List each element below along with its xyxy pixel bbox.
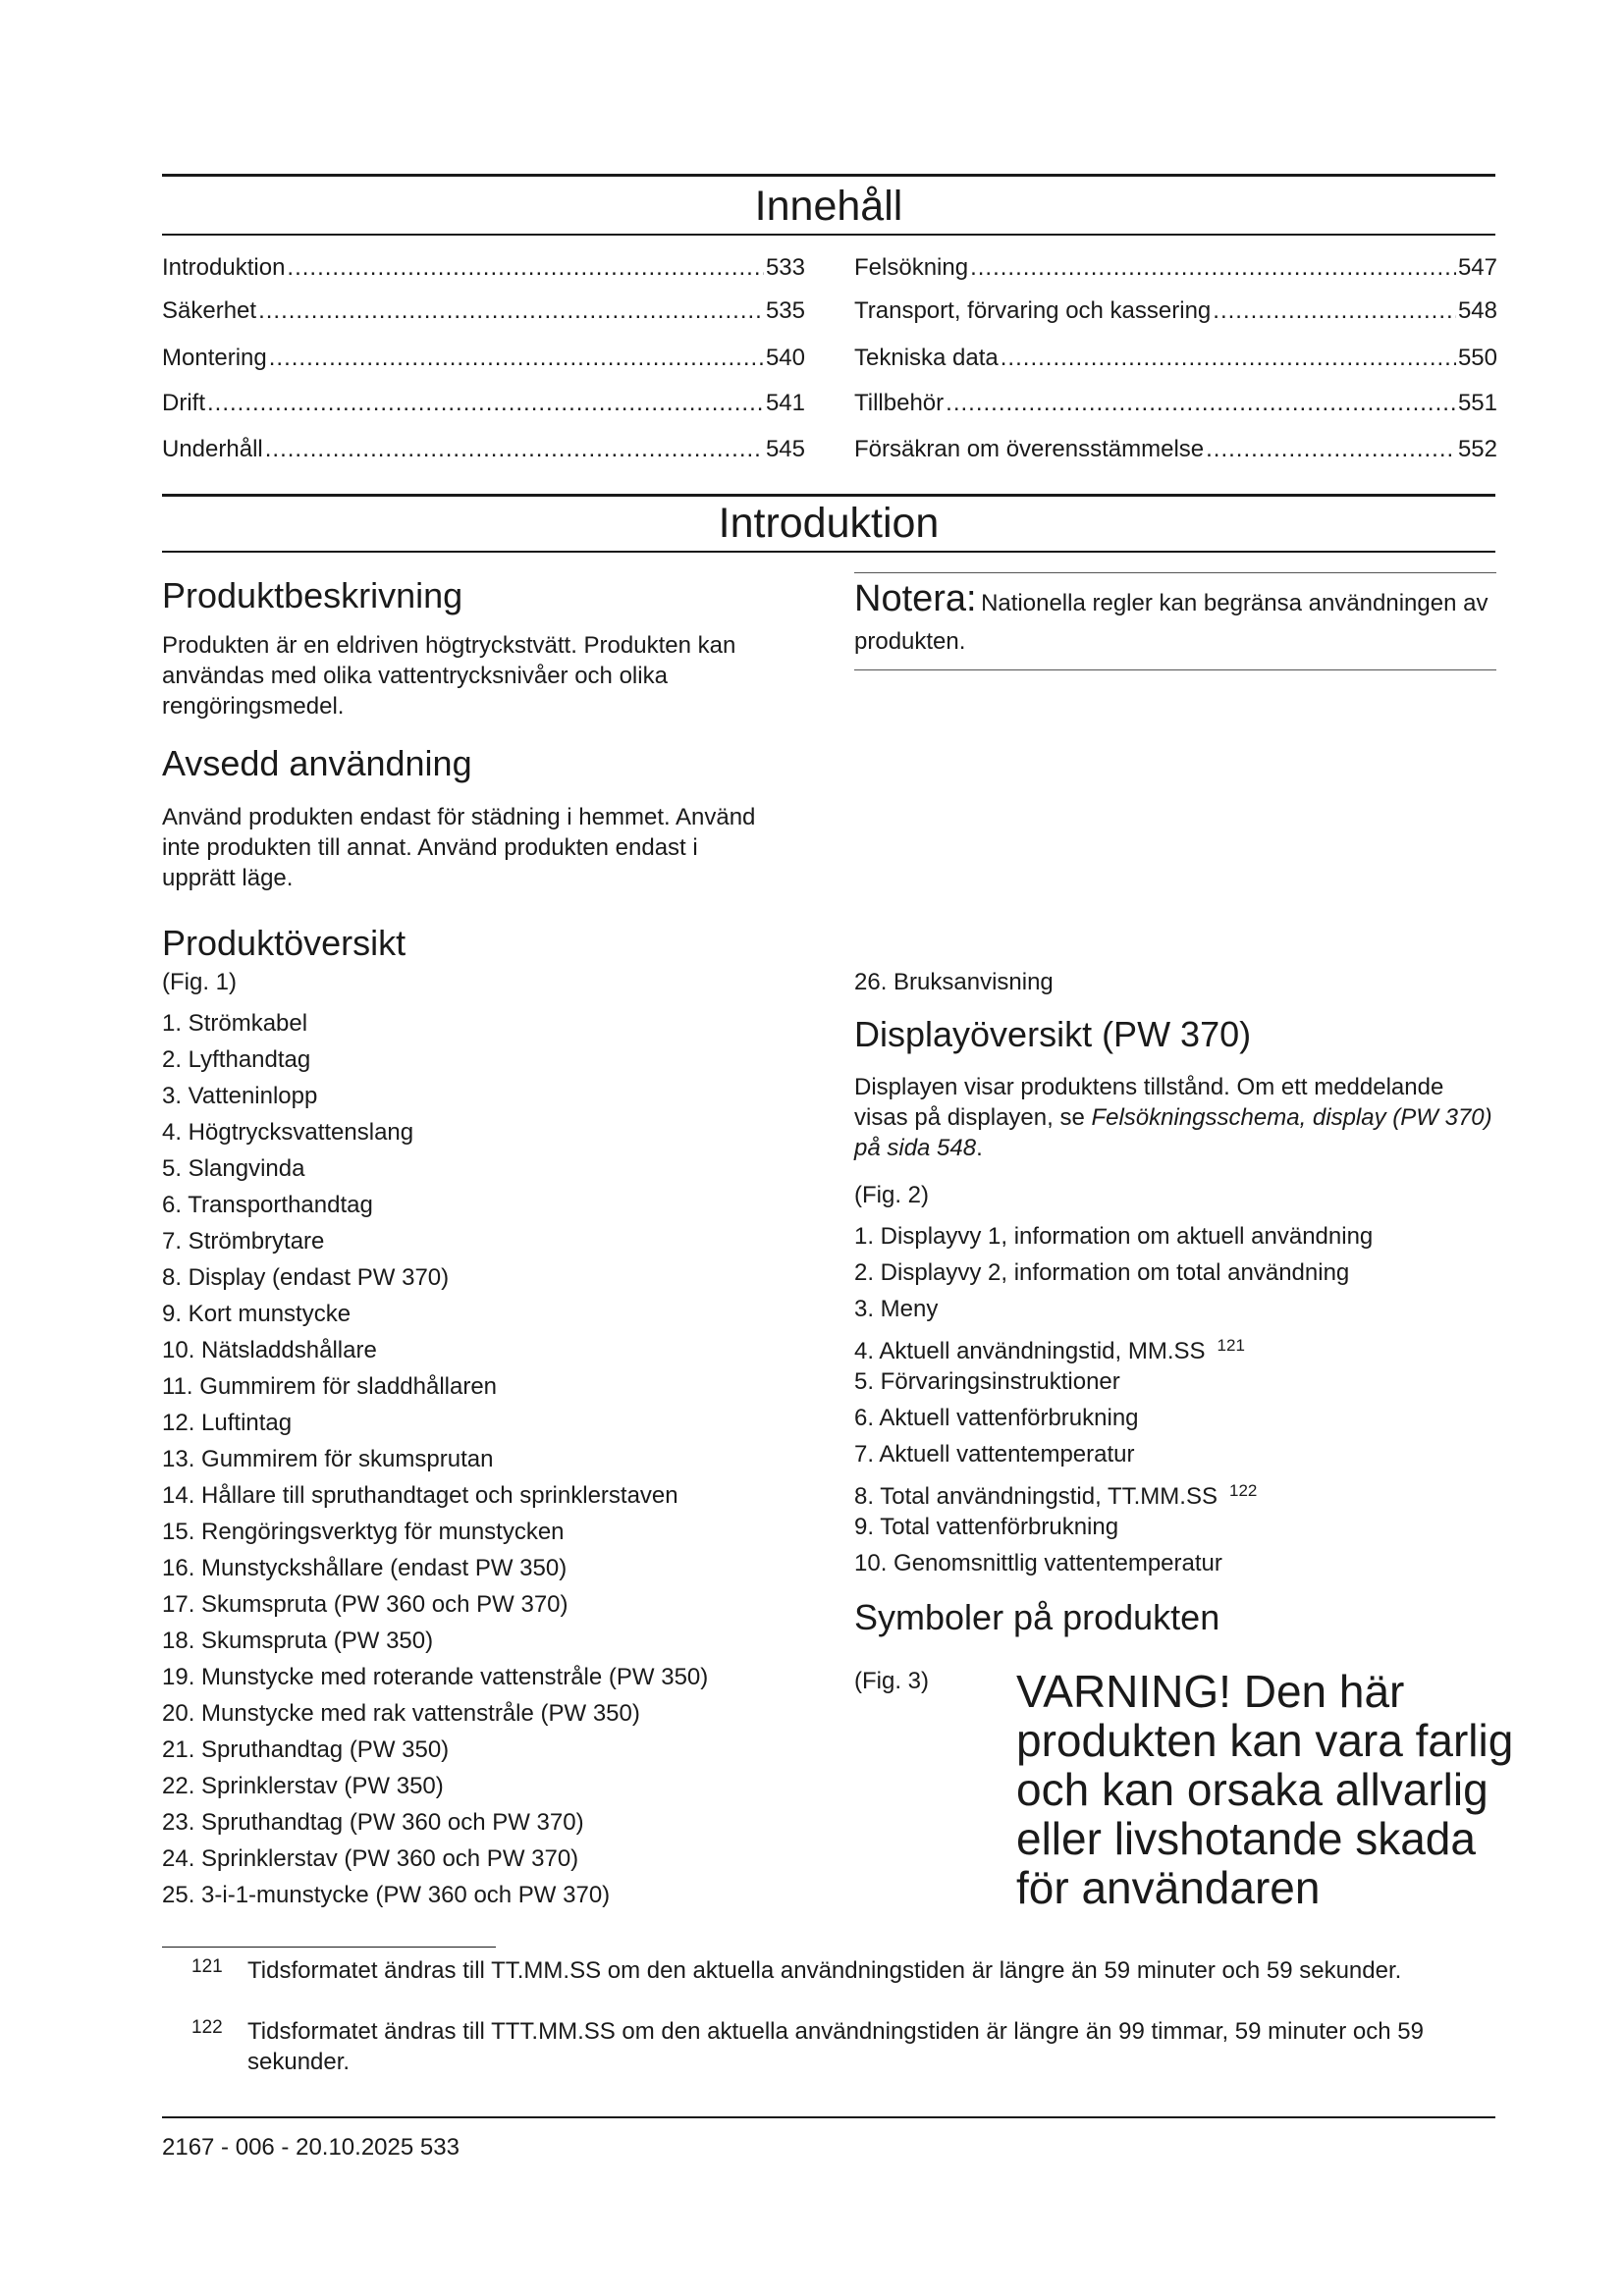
list-item: 6. Transporthandtag xyxy=(162,1192,373,1218)
toc-entry[interactable]: Säkerhet ..... 535 xyxy=(162,296,805,326)
list-item: 10. Nätsladdshållare xyxy=(162,1337,377,1363)
product-overview-heading: Produktöversikt xyxy=(162,923,406,963)
list-item: 14. Hållare till spruthandtaget och sprinklerstaven xyxy=(162,1482,678,1509)
list-item: 2. Displayvy 2, information om total användning xyxy=(854,1259,1350,1286)
list-item: 3. Vatteninlopp xyxy=(162,1083,318,1109)
note-bottom-rule xyxy=(854,669,1496,670)
list-item: 5. Förvaringsinstruktioner xyxy=(854,1368,1120,1395)
display-overview-text: Displayen visar produktens tillstånd. Om ett meddelande visas på displayen, se Felsökningsschema, display (PW 370) på sida 548. xyxy=(854,1074,1492,1161)
product-description-heading: Produktbeskrivning xyxy=(162,575,463,615)
footer-rule xyxy=(162,2116,1495,2118)
list-item: 9. Total vattenförbrukning xyxy=(854,1514,1119,1540)
list-item: 13. Gummirem för skumsprutan xyxy=(162,1446,494,1472)
list-item: 12. Luftintag xyxy=(162,1410,293,1436)
display-overview-list xyxy=(854,1222,1373,1585)
toc-entry[interactable]: Drift ..... 541 xyxy=(162,389,805,418)
toc-entry[interactable]: Underhåll ..... 545 xyxy=(162,435,805,464)
list-item: 8. Display (endast PW 370) xyxy=(162,1264,450,1291)
footnote-text: Tidsformatet ändras till TT.MM.SS om den aktuella användningstiden är längre än 59 minuter och 59 sekunder. xyxy=(247,1957,1402,1984)
list-item: 11. Gummirem för sladdhållaren xyxy=(162,1373,498,1400)
contents-title: Innehåll xyxy=(754,183,903,230)
note-top-rule xyxy=(854,572,1496,573)
product-overview-item-26: 26. Bruksanvisning xyxy=(854,969,1054,995)
list-item: 7. Strömbrytare xyxy=(162,1228,325,1255)
intro-rule xyxy=(162,551,1495,553)
list-item: 24. Sprinklerstav (PW 360 och PW 370) xyxy=(162,1845,579,1872)
list-item: 17. Skumspruta (PW 360 och PW 370) xyxy=(162,1591,568,1618)
list-item: 7. Aktuell vattentemperatur xyxy=(854,1441,1135,1468)
toc-entry[interactable]: Tillbehör ..... 551 xyxy=(854,389,1497,418)
list-item: 22. Sprinklerstav (PW 350) xyxy=(162,1773,444,1799)
toc-entry[interactable]: Transport, förvaring och kassering ..... 548 xyxy=(854,296,1497,326)
list-item: 1. Strömkabel xyxy=(162,1010,308,1037)
footnote-ref[interactable]: 122 xyxy=(1228,1481,1258,1500)
list-item: 16. Munstyckshållare (endast PW 350) xyxy=(162,1555,568,1581)
product-description-text: Produkten är en eldriven högtryckstvätt. Produkten kan användas med olika vattentrycksnivåer och olika rengöringsmedel. xyxy=(162,632,736,720)
page-footer: 2167 - 006 - 20.10.2025 533 xyxy=(162,2134,460,2161)
intro-top-rule xyxy=(162,494,1495,497)
symbols-fig: (Fig. 3) xyxy=(854,1668,930,1694)
intended-use-text: Använd produkten endast för städning i hemmet. Använd inte produkten till annat. Använd produkten endast i upprätt läge. xyxy=(162,804,756,891)
list-item: 19. Munstycke med roterande vattenstråle (PW 350) xyxy=(162,1664,709,1690)
list-item: 21. Spruthandtag (PW 350) xyxy=(162,1736,450,1763)
list-item: 2. Lyfthandtag xyxy=(162,1046,311,1073)
list-item: 4. Aktuell användningstid, MM.SS $^{121}$ xyxy=(854,1336,1245,1364)
footnote-text: Tidsformatet ändras till TTT.MM.SS om den aktuella användningstiden är längre än 99 timmar, 59 minuter och 59 sekunder. xyxy=(247,2018,1424,2075)
contents-rule xyxy=(162,234,1495,236)
footnote-rule xyxy=(162,1947,496,1948)
symbols-heading: Symboler på produkten xyxy=(854,1597,1220,1637)
top-rule xyxy=(162,174,1495,177)
list-item: 8. Total användningstid, TT.MM.SS $^{122}$ xyxy=(854,1481,1258,1510)
toc-entry[interactable]: Försäkran om överensstämmelse ..... 552 xyxy=(854,435,1497,464)
toc-entry[interactable]: Felsökning ..... 547 xyxy=(854,253,1497,283)
list-item: 1. Displayvy 1, information om aktuell användning xyxy=(854,1223,1374,1250)
list-item: 23. Spruthandtag (PW 360 och PW 370) xyxy=(162,1809,584,1836)
list-item: 9. Kort munstycke xyxy=(162,1301,352,1327)
warning-text: VARNING! Den här produkten kan vara farlig och kan orsaka allvarlig eller livshotande skada för användaren xyxy=(1016,1666,1514,1913)
toc-entry[interactable]: Introduktion ..... 533 xyxy=(162,253,805,283)
intro-title: Introduktion xyxy=(718,500,940,547)
product-overview-list xyxy=(162,1009,708,1917)
note-text: Nationella regler kan begränsa användningen av produkten. xyxy=(854,590,1489,655)
toc-entry[interactable]: Montering ..... 540 xyxy=(162,344,805,373)
list-item: 3. Meny xyxy=(854,1296,939,1322)
list-item: 6. Aktuell vattenförbrukning xyxy=(854,1405,1139,1431)
toc-entry[interactable]: Tekniska data ..... 550 xyxy=(854,344,1497,373)
list-item: 18. Skumspruta (PW 350) xyxy=(162,1628,434,1654)
intended-use-heading: Avsedd användning xyxy=(162,743,472,783)
note-box xyxy=(854,578,1496,663)
list-item: 5. Slangvinda xyxy=(162,1155,305,1182)
list-item: 10. Genomsnittlig vattentemperatur xyxy=(854,1550,1222,1576)
list-item: 20. Munstycke med rak vattenstråle (PW 350) xyxy=(162,1700,640,1727)
footnote-number: 122 xyxy=(191,2017,223,2038)
list-item: 25. 3-i-1-munstycke (PW 360 och PW 370) xyxy=(162,1882,611,1908)
footnote-number: 121 xyxy=(191,1956,223,1977)
note-label: Notera: xyxy=(854,578,977,619)
cross-reference-link[interactable]: Felsökningsschema, display (PW 370) på sida 548 xyxy=(854,1104,1492,1161)
footnote-ref[interactable]: 121 xyxy=(1217,1336,1245,1355)
display-overview-fig: (Fig. 2) xyxy=(854,1182,930,1208)
product-overview-fig: (Fig. 1) xyxy=(162,969,238,995)
list-item: 15. Rengöringsverktyg för munstycken xyxy=(162,1519,565,1545)
list-item: 4. Högtrycksvattenslang xyxy=(162,1119,414,1146)
display-overview-heading: Displayöversikt (PW 370) xyxy=(854,1014,1252,1054)
